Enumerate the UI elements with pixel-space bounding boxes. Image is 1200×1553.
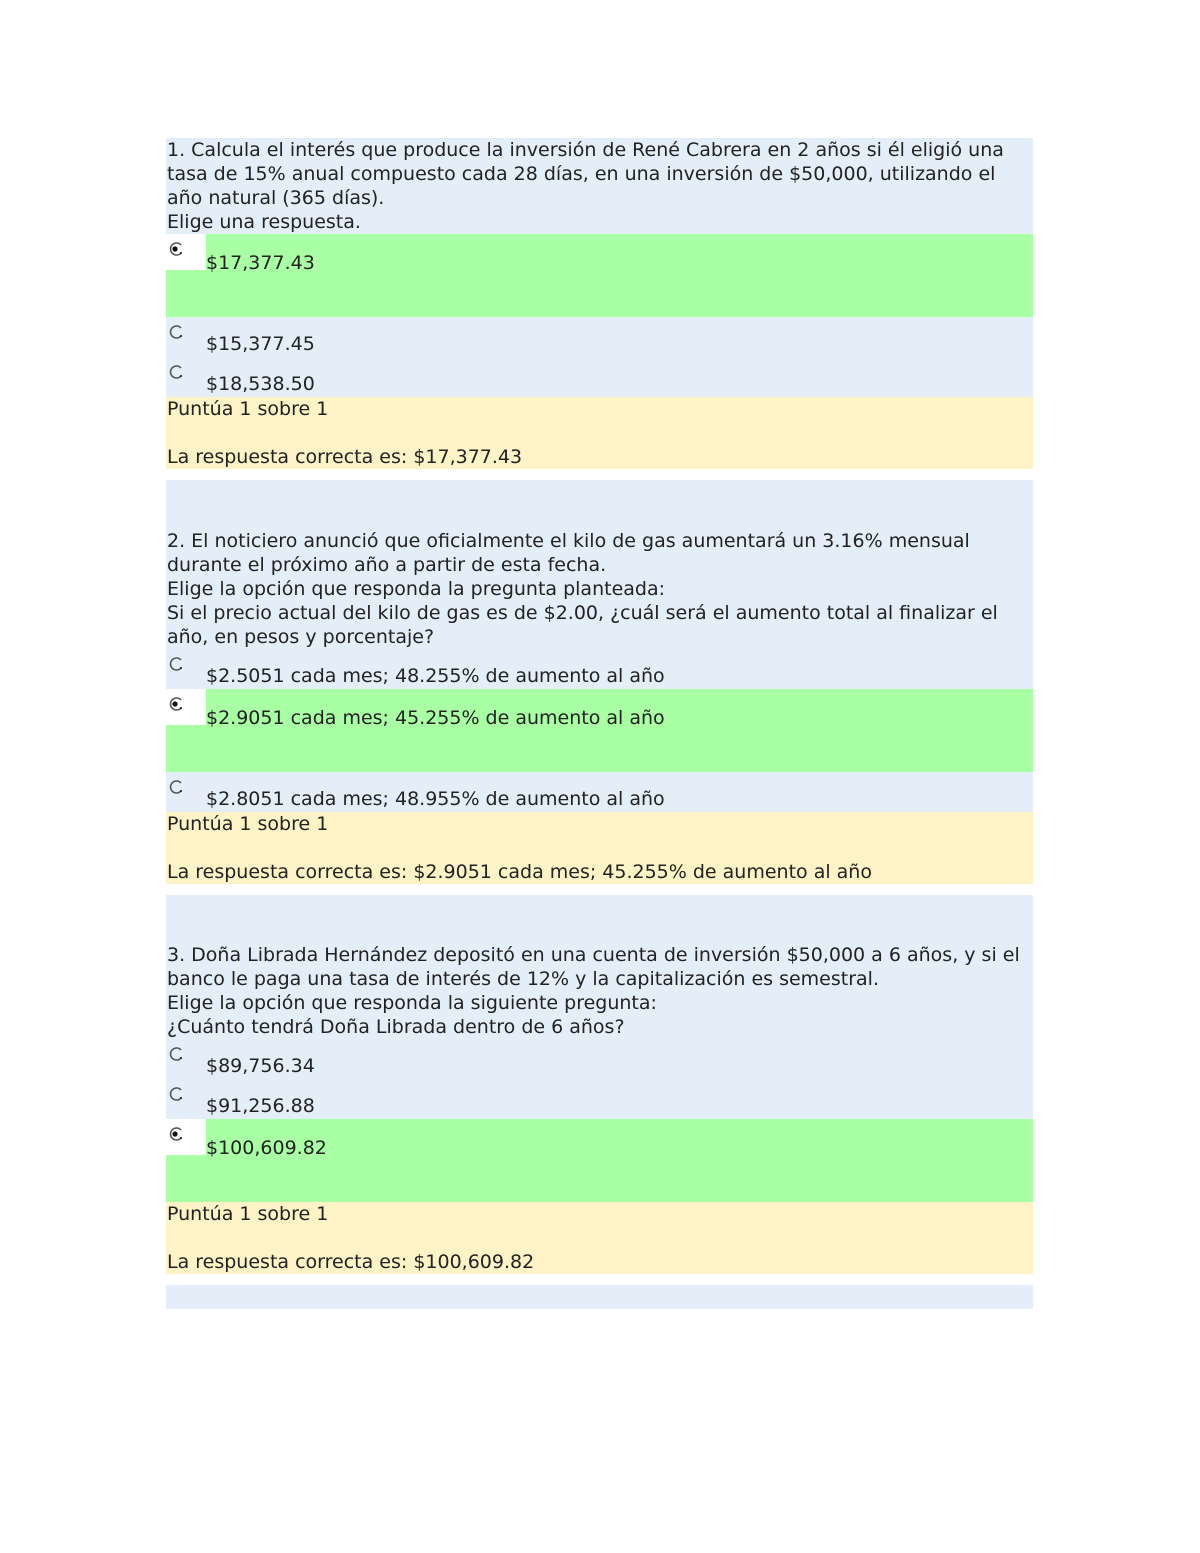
question-3-feedback <box>166 1202 1033 1274</box>
option-label: $18,538.50 <box>206 373 315 395</box>
option-label: $2.8051 cada mes; 48.955% de aumento al año <box>206 788 665 810</box>
question-3 <box>166 895 1033 1202</box>
question-2-instruction: Elige la opción que responda la pregunta planteada: <box>167 578 666 600</box>
correct-answer-text: La respuesta correcta es: $17,377.43 <box>167 446 523 468</box>
option-label: $15,377.45 <box>206 333 315 355</box>
next-question-strip <box>166 1285 1033 1309</box>
question-2-option-3[interactable] <box>166 772 1033 812</box>
question-1-text <box>166 138 1033 234</box>
correct-answer-text: La respuesta correcta es: $100,609.82 <box>167 1251 535 1273</box>
option-label: $2.5051 cada mes; 48.255% de aumento al año <box>206 665 665 687</box>
question-1-feedback <box>166 397 1033 469</box>
question-1-option-1[interactable] <box>166 234 1033 317</box>
question-3-prompt: 3. Doña Librada Hernández depositó en una cuenta de inversión $50,000 a 6 años, y si el banco le paga una tasa de interés de 12% y la capitalización es semestral. <box>167 944 1020 990</box>
question-2-feedback <box>166 812 1033 884</box>
radio-unselected-icon[interactable] <box>168 1086 184 1102</box>
question-3-instruction: Elige la opción que responda la siguiente pregunta: <box>167 992 657 1014</box>
question-2-option-2[interactable] <box>166 689 1033 772</box>
question-1 <box>166 138 1033 397</box>
score-text: Puntúa 1 sobre 1 <box>167 398 329 420</box>
quiz-review <box>166 138 1033 1309</box>
correct-answer-text: La respuesta correcta es: $2.9051 cada mes; 45.255% de aumento al año <box>167 861 872 883</box>
question-2-option-1[interactable] <box>166 649 1033 689</box>
radio-selected-icon[interactable] <box>168 241 184 257</box>
radio-unselected-icon[interactable] <box>168 364 184 380</box>
question-1-option-2[interactable] <box>166 317 1033 357</box>
radio-unselected-icon[interactable] <box>168 1046 184 1062</box>
question-2-question: Si el precio actual del kilo de gas es de $2.00, ¿cuál será el aumento total al finalizar el año, en pesos y porcentaje? <box>167 602 998 648</box>
radio-unselected-icon[interactable] <box>168 656 184 672</box>
radio-unselected-icon[interactable] <box>168 779 184 795</box>
option-label: $91,256.88 <box>206 1095 315 1117</box>
option-label: $89,756.34 <box>206 1055 315 1077</box>
question-2 <box>166 480 1033 812</box>
option-label: $100,609.82 <box>206 1137 327 1159</box>
question-3-text <box>166 943 1033 1039</box>
radio-selected-icon[interactable] <box>168 1126 184 1142</box>
radio-unselected-icon[interactable] <box>168 324 184 340</box>
question-3-option-2[interactable] <box>166 1079 1033 1119</box>
score-text: Puntúa 1 sobre 1 <box>167 1203 329 1225</box>
option-label: $2.9051 cada mes; 45.255% de aumento al año <box>206 707 665 729</box>
question-1-prompt: 1. Calcula el interés que produce la inversión de René Cabrera en 2 años si él eligió una tasa de 15% anual compuesto cada 28 días, en una inversión de $50,000, utilizando el año natural (365 días). <box>167 139 1004 209</box>
radio-selected-icon[interactable] <box>168 696 184 712</box>
score-text: Puntúa 1 sobre 1 <box>167 813 329 835</box>
question-3-option-3[interactable] <box>166 1119 1033 1202</box>
question-2-prompt: 2. El noticiero anunció que oficialmente el kilo de gas aumentará un 3.16% mensual durante el próximo año a partir de esta fecha. <box>167 530 970 576</box>
question-3-question: ¿Cuánto tendrá Doña Librada dentro de 6 años? <box>167 1016 625 1038</box>
question-2-text <box>166 529 1033 649</box>
question-1-instruction: Elige una respuesta. <box>167 211 361 233</box>
question-1-option-3[interactable] <box>166 357 1033 397</box>
question-3-option-1[interactable] <box>166 1039 1033 1079</box>
option-label: $17,377.43 <box>206 252 315 274</box>
